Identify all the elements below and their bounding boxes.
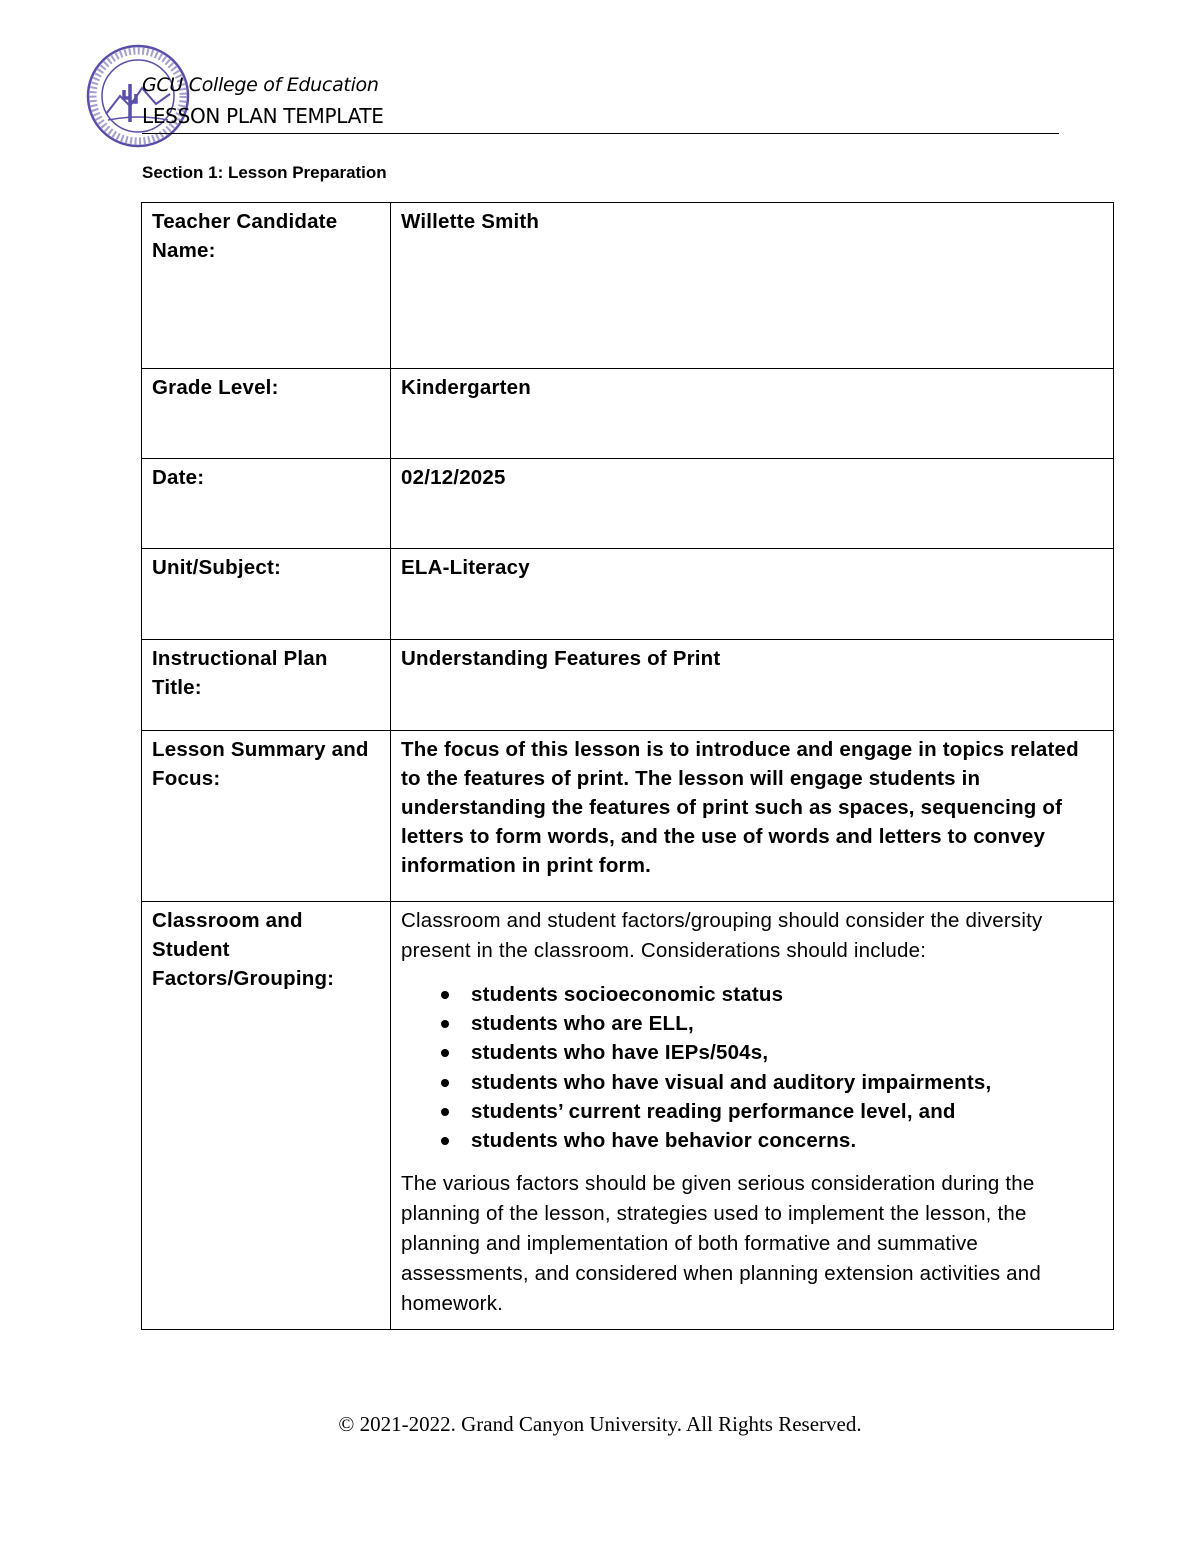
row-label: Unit/Subject: xyxy=(142,549,391,640)
teacher-name-value: Willette Smith xyxy=(391,203,1114,369)
college-name: GCU College of Education xyxy=(142,74,379,96)
table-row xyxy=(142,731,1114,902)
section-title: Section 1: Lesson Preparation xyxy=(142,163,387,182)
row-label: Teacher Candidate Name: xyxy=(142,203,391,369)
date-value: 02/12/2025 xyxy=(391,459,1114,549)
factors-closing: The various factors should be given serious consideration during the planning of the lesson, strategies used to implement the lesson, the planning and implementation of both formative and summative assessments, and considered when planning extension activities and homework. xyxy=(401,1172,1041,1316)
row-label: Instructional Plan Title: xyxy=(142,640,391,731)
unit-subject-value: ELA-Literacy xyxy=(391,549,1114,640)
table-row xyxy=(142,459,1114,549)
list-item: students’ current reading performance level, and xyxy=(471,1097,1103,1126)
table-row xyxy=(142,203,1114,369)
factors-intro: Classroom and student factors/grouping should consider the diversity present in the classroom. Considerations should include: xyxy=(401,909,1043,962)
template-title: LESSON PLAN TEMPLATE xyxy=(142,104,384,128)
row-label: Lesson Summary and Focus: xyxy=(142,731,391,902)
row-label: Grade Level: xyxy=(142,369,391,459)
row-label: Classroom and Student Factors/Grouping: xyxy=(142,902,391,1330)
table-row xyxy=(142,640,1114,731)
plan-title-value: Understanding Features of Print xyxy=(391,640,1114,731)
list-item: students who have visual and auditory impairments, xyxy=(471,1068,1103,1097)
list-item: students who have IEPs/504s, xyxy=(471,1038,1103,1067)
copyright-footer: © 2021-2022. Grand Canyon University. All Rights Reserved. xyxy=(338,1412,862,1436)
table-row xyxy=(142,549,1114,640)
header-divider xyxy=(142,133,1059,134)
table-row xyxy=(142,369,1114,459)
lesson-summary-value: The focus of this lesson is to introduce and engage in topics related to the features of print. The lesson will engage students in understanding the features of print such as spaces, sequencing of letters to form words, and the use of words and letters to convey information in print form. xyxy=(391,731,1114,902)
list-item: students who are ELL, xyxy=(471,1009,1103,1038)
list-item: students who have behavior concerns. xyxy=(471,1126,1103,1155)
row-label: Date: xyxy=(142,459,391,549)
factors-list xyxy=(401,980,1103,1155)
table-row xyxy=(142,902,1114,1330)
lesson-preparation-table xyxy=(141,202,1114,1330)
list-item: students socioeconomic status xyxy=(471,980,1103,1009)
grade-level-value: Kindergarten xyxy=(391,369,1114,459)
factors-cell xyxy=(391,902,1114,1330)
